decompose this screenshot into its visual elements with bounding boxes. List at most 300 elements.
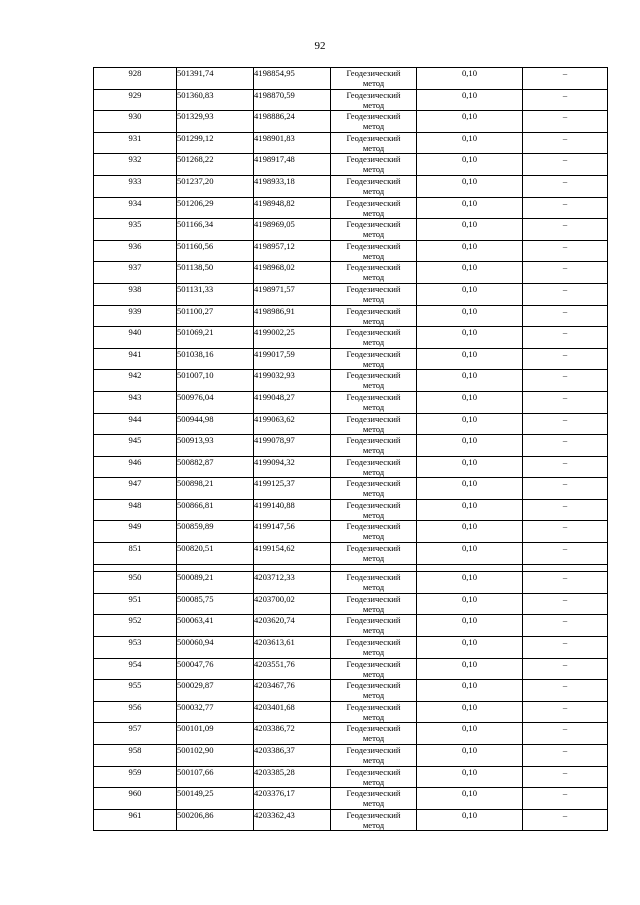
table-row [94, 766, 608, 788]
note-cell: – [523, 262, 608, 284]
accuracy-cell: 0,10 [417, 572, 523, 594]
table-row [94, 435, 608, 457]
method-line2: метод [362, 603, 385, 614]
table-row [94, 348, 608, 370]
method-cell [331, 788, 417, 810]
accuracy-cell: 0,10 [417, 701, 523, 723]
method-cell [331, 593, 417, 615]
y-coordinate-cell: 4198933,18 [254, 175, 331, 197]
method-line2: метод [362, 711, 385, 722]
note-cell: – [523, 809, 608, 831]
point-number-cell: 941 [94, 348, 177, 370]
point-number-cell: 957 [94, 723, 177, 745]
accuracy-cell: 0,10 [417, 809, 523, 831]
table-row [94, 543, 608, 565]
note-cell: – [523, 175, 608, 197]
table-row [94, 456, 608, 478]
method-line2: метод [362, 819, 385, 830]
point-number-cell: 933 [94, 175, 177, 197]
method-line1: Геодезический [346, 499, 401, 510]
y-coordinate-cell: 4198969,05 [254, 219, 331, 241]
x-coordinate-cell: 500206,86 [177, 809, 254, 831]
table-row [94, 572, 608, 594]
point-number-cell: 952 [94, 615, 177, 637]
note-cell: – [523, 413, 608, 435]
accuracy-cell: 0,10 [417, 744, 523, 766]
point-number-cell: 932 [94, 154, 177, 176]
x-coordinate-cell: 500102,90 [177, 744, 254, 766]
note-cell: – [523, 154, 608, 176]
point-number-cell: 943 [94, 391, 177, 413]
note-cell: – [523, 327, 608, 349]
note-cell: – [523, 723, 608, 745]
x-coordinate-cell: 500913,93 [177, 435, 254, 457]
accuracy-cell: 0,10 [417, 499, 523, 521]
method-line2: метод [362, 582, 385, 593]
x-coordinate-cell: 500859,89 [177, 521, 254, 543]
table-row [94, 413, 608, 435]
method-line2: метод [362, 164, 385, 175]
method-line1: Геодезический [346, 283, 401, 294]
separator-row [94, 564, 608, 572]
table-row [94, 744, 608, 766]
table-row [94, 788, 608, 810]
method-line1: Геодезический [346, 391, 401, 402]
method-line1: Геодезический [346, 701, 401, 712]
note-cell: – [523, 456, 608, 478]
point-number-cell: 961 [94, 809, 177, 831]
coordinates-table-body [94, 68, 608, 831]
x-coordinate-cell: 500107,66 [177, 766, 254, 788]
x-coordinate-cell: 500149,25 [177, 788, 254, 810]
method-line2: метод [362, 646, 385, 657]
x-coordinate-cell: 501299,12 [177, 132, 254, 154]
table-row [94, 111, 608, 133]
coordinates-table [93, 67, 608, 831]
note-cell: – [523, 521, 608, 543]
x-coordinate-cell: 500866,81 [177, 499, 254, 521]
accuracy-cell: 0,10 [417, 521, 523, 543]
x-coordinate-cell: 500029,87 [177, 680, 254, 702]
accuracy-cell: 0,10 [417, 788, 523, 810]
y-coordinate-cell: 4198968,02 [254, 262, 331, 284]
method-line2: метод [362, 78, 385, 88]
method-line2: метод [362, 668, 385, 679]
method-line2: метод [362, 553, 385, 564]
note-cell: – [523, 391, 608, 413]
method-line2: метод [362, 690, 385, 701]
method-line2: метод [362, 207, 385, 218]
method-line1: Геодезический [346, 809, 401, 820]
method-line1: Геодезический [346, 68, 401, 78]
method-cell [331, 723, 417, 745]
point-number-cell: 948 [94, 499, 177, 521]
x-coordinate-cell: 500063,41 [177, 615, 254, 637]
method-line1: Геодезический [346, 240, 401, 251]
y-coordinate-cell: 4198957,12 [254, 240, 331, 262]
point-number-cell: 938 [94, 283, 177, 305]
method-cell [331, 391, 417, 413]
method-line1: Геодезический [346, 478, 401, 489]
method-cell [331, 154, 417, 176]
x-coordinate-cell: 500047,76 [177, 658, 254, 680]
note-cell: – [523, 68, 608, 90]
accuracy-cell: 0,10 [417, 593, 523, 615]
method-line1: Геодезический [346, 370, 401, 381]
point-number-cell: 959 [94, 766, 177, 788]
accuracy-cell: 0,10 [417, 391, 523, 413]
method-line1: Геодезический [346, 744, 401, 755]
method-cell [331, 240, 417, 262]
method-cell [331, 413, 417, 435]
accuracy-cell: 0,10 [417, 478, 523, 500]
accuracy-cell: 0,10 [417, 283, 523, 305]
note-cell: – [523, 89, 608, 111]
method-line1: Геодезический [346, 658, 401, 669]
accuracy-cell: 0,10 [417, 327, 523, 349]
method-line1: Геодезический [346, 543, 401, 554]
table-row [94, 658, 608, 680]
y-coordinate-cell: 4198870,59 [254, 89, 331, 111]
method-cell [331, 543, 417, 565]
table-row [94, 370, 608, 392]
table-row [94, 175, 608, 197]
accuracy-cell: 0,10 [417, 766, 523, 788]
table-row [94, 809, 608, 831]
x-coordinate-cell: 501206,29 [177, 197, 254, 219]
method-line1: Геодезический [346, 348, 401, 359]
point-number-cell: 950 [94, 572, 177, 594]
empty-cell [254, 564, 331, 572]
point-number-cell: 929 [94, 89, 177, 111]
method-cell [331, 370, 417, 392]
table-row [94, 499, 608, 521]
method-line2: метод [362, 776, 385, 787]
method-cell [331, 766, 417, 788]
y-coordinate-cell: 4203551,76 [254, 658, 331, 680]
x-coordinate-cell: 501160,56 [177, 240, 254, 262]
method-line1: Геодезический [346, 521, 401, 532]
y-coordinate-cell: 4199032,93 [254, 370, 331, 392]
method-line2: метод [362, 250, 385, 261]
method-line2: метод [362, 229, 385, 240]
y-coordinate-cell: 4203401,68 [254, 701, 331, 723]
point-number-cell: 947 [94, 478, 177, 500]
point-number-cell: 955 [94, 680, 177, 702]
accuracy-cell: 0,10 [417, 658, 523, 680]
x-coordinate-cell: 501038,16 [177, 348, 254, 370]
table-row [94, 305, 608, 327]
y-coordinate-cell: 4199140,88 [254, 499, 331, 521]
point-number-cell: 930 [94, 111, 177, 133]
x-coordinate-cell: 501131,33 [177, 283, 254, 305]
y-coordinate-cell: 4203386,72 [254, 723, 331, 745]
point-number-cell: 949 [94, 521, 177, 543]
method-line1: Геодезический [346, 636, 401, 647]
note-cell: – [523, 788, 608, 810]
accuracy-cell: 0,10 [417, 413, 523, 435]
table-row [94, 521, 608, 543]
method-cell [331, 572, 417, 594]
method-cell [331, 521, 417, 543]
point-number-cell: 956 [94, 701, 177, 723]
point-number-cell: 936 [94, 240, 177, 262]
x-coordinate-cell: 501237,20 [177, 175, 254, 197]
x-coordinate-cell: 500101,09 [177, 723, 254, 745]
accuracy-cell: 0,10 [417, 636, 523, 658]
accuracy-cell: 0,10 [417, 240, 523, 262]
page-number: 92 [314, 40, 326, 52]
method-line1: Геодезический [346, 111, 401, 122]
y-coordinate-cell: 4199048,27 [254, 391, 331, 413]
method-cell [331, 283, 417, 305]
note-cell: – [523, 499, 608, 521]
method-cell [331, 701, 417, 723]
method-cell [331, 197, 417, 219]
note-cell: – [523, 593, 608, 615]
method-line2: метод [362, 509, 385, 520]
method-line2: метод [362, 185, 385, 196]
note-cell: – [523, 543, 608, 565]
accuracy-cell: 0,10 [417, 680, 523, 702]
table-row [94, 478, 608, 500]
y-coordinate-cell: 4199063,62 [254, 413, 331, 435]
y-coordinate-cell: 4198948,82 [254, 197, 331, 219]
accuracy-cell: 0,10 [417, 262, 523, 284]
note-cell: – [523, 132, 608, 154]
method-line1: Геодезический [346, 456, 401, 467]
table-row [94, 615, 608, 637]
empty-cell [417, 564, 523, 572]
method-line2: метод [362, 445, 385, 456]
point-number-cell: 937 [94, 262, 177, 284]
table-row [94, 262, 608, 284]
method-cell [331, 262, 417, 284]
y-coordinate-cell: 4203712,33 [254, 572, 331, 594]
table-row [94, 197, 608, 219]
point-number-cell: 931 [94, 132, 177, 154]
note-cell: – [523, 615, 608, 637]
method-cell [331, 111, 417, 133]
table-row [94, 701, 608, 723]
table-row [94, 219, 608, 241]
x-coordinate-cell: 500882,87 [177, 456, 254, 478]
x-coordinate-cell: 500944,98 [177, 413, 254, 435]
method-line1: Геодезический [346, 154, 401, 165]
table-row [94, 723, 608, 745]
method-line1: Геодезический [346, 680, 401, 691]
point-number-cell: 935 [94, 219, 177, 241]
note-cell: – [523, 766, 608, 788]
x-coordinate-cell: 501391,74 [177, 68, 254, 90]
method-cell [331, 636, 417, 658]
table-row [94, 283, 608, 305]
table-row [94, 154, 608, 176]
method-cell [331, 499, 417, 521]
accuracy-cell: 0,10 [417, 615, 523, 637]
method-cell [331, 327, 417, 349]
accuracy-cell: 0,10 [417, 348, 523, 370]
x-coordinate-cell: 500089,21 [177, 572, 254, 594]
table-row [94, 593, 608, 615]
method-line2: метод [362, 531, 385, 542]
note-cell: – [523, 636, 608, 658]
method-line1: Геодезический [346, 305, 401, 316]
table-row [94, 680, 608, 702]
table-row [94, 327, 608, 349]
accuracy-cell: 0,10 [417, 89, 523, 111]
table-row [94, 240, 608, 262]
empty-cell [523, 564, 608, 572]
method-cell [331, 132, 417, 154]
note-cell: – [523, 370, 608, 392]
method-cell [331, 348, 417, 370]
method-cell [331, 435, 417, 457]
note-cell: – [523, 283, 608, 305]
point-number-cell: 954 [94, 658, 177, 680]
empty-cell [177, 564, 254, 572]
x-coordinate-cell: 500976,04 [177, 391, 254, 413]
y-coordinate-cell: 4203613,61 [254, 636, 331, 658]
y-coordinate-cell: 4203376,17 [254, 788, 331, 810]
method-cell [331, 478, 417, 500]
method-cell [331, 175, 417, 197]
method-line1: Геодезический [346, 132, 401, 143]
method-cell [331, 305, 417, 327]
accuracy-cell: 0,10 [417, 68, 523, 90]
method-line2: метод [362, 380, 385, 391]
y-coordinate-cell: 4203362,43 [254, 809, 331, 831]
y-coordinate-cell: 4198854,95 [254, 68, 331, 90]
method-line2: метод [362, 401, 385, 412]
note-cell: – [523, 219, 608, 241]
method-line1: Геодезический [346, 327, 401, 338]
method-line1: Геодезический [346, 766, 401, 777]
note-cell: – [523, 111, 608, 133]
table-row [94, 636, 608, 658]
accuracy-cell: 0,10 [417, 723, 523, 745]
table-row [94, 68, 608, 90]
accuracy-cell: 0,10 [417, 370, 523, 392]
accuracy-cell: 0,10 [417, 197, 523, 219]
method-line2: метод [362, 142, 385, 153]
accuracy-cell: 0,10 [417, 435, 523, 457]
point-number-cell: 953 [94, 636, 177, 658]
y-coordinate-cell: 4203467,76 [254, 680, 331, 702]
point-number-cell: 928 [94, 68, 177, 90]
y-coordinate-cell: 4198986,91 [254, 305, 331, 327]
x-coordinate-cell: 500060,94 [177, 636, 254, 658]
x-coordinate-cell: 501329,93 [177, 111, 254, 133]
note-cell: – [523, 478, 608, 500]
y-coordinate-cell: 4198917,48 [254, 154, 331, 176]
x-coordinate-cell: 501166,34 [177, 219, 254, 241]
method-cell [331, 68, 417, 90]
y-coordinate-cell: 4199147,56 [254, 521, 331, 543]
accuracy-cell: 0,10 [417, 154, 523, 176]
method-line1: Геодезический [346, 262, 401, 273]
point-number-cell: 951 [94, 593, 177, 615]
point-number-cell: 958 [94, 744, 177, 766]
note-cell: – [523, 305, 608, 327]
method-line1: Геодезический [346, 435, 401, 446]
y-coordinate-cell: 4199078,97 [254, 435, 331, 457]
point-number-cell: 940 [94, 327, 177, 349]
point-number-cell: 945 [94, 435, 177, 457]
method-line2: метод [362, 625, 385, 636]
note-cell: – [523, 197, 608, 219]
x-coordinate-cell: 501138,50 [177, 262, 254, 284]
y-coordinate-cell: 4203386,37 [254, 744, 331, 766]
y-coordinate-cell: 4199154,62 [254, 543, 331, 565]
y-coordinate-cell: 4199094,32 [254, 456, 331, 478]
accuracy-cell: 0,10 [417, 543, 523, 565]
note-cell: – [523, 435, 608, 457]
table-row [94, 391, 608, 413]
y-coordinate-cell: 4203385,28 [254, 766, 331, 788]
x-coordinate-cell: 500032,77 [177, 701, 254, 723]
note-cell: – [523, 680, 608, 702]
method-line1: Геодезический [346, 593, 401, 604]
method-cell [331, 658, 417, 680]
x-coordinate-cell: 500820,51 [177, 543, 254, 565]
y-coordinate-cell: 4203620,74 [254, 615, 331, 637]
method-line2: метод [362, 488, 385, 499]
accuracy-cell: 0,10 [417, 175, 523, 197]
point-number-cell: 939 [94, 305, 177, 327]
y-coordinate-cell: 4198886,24 [254, 111, 331, 133]
method-line2: метод [362, 272, 385, 283]
method-line1: Геодезический [346, 615, 401, 626]
method-line2: метод [362, 466, 385, 477]
method-cell [331, 680, 417, 702]
empty-cell [94, 564, 177, 572]
accuracy-cell: 0,10 [417, 111, 523, 133]
x-coordinate-cell: 500085,75 [177, 593, 254, 615]
y-coordinate-cell: 4199125,37 [254, 478, 331, 500]
method-line1: Геодезический [346, 197, 401, 208]
x-coordinate-cell: 501268,22 [177, 154, 254, 176]
x-coordinate-cell: 500898,21 [177, 478, 254, 500]
method-line2: метод [362, 315, 385, 326]
method-line1: Геодезический [346, 572, 401, 583]
method-cell [331, 456, 417, 478]
method-line1: Геодезический [346, 219, 401, 230]
point-number-cell: 946 [94, 456, 177, 478]
y-coordinate-cell: 4199002,25 [254, 327, 331, 349]
method-line2: метод [362, 337, 385, 348]
method-line1: Геодезический [346, 788, 401, 799]
method-line2: метод [362, 121, 385, 132]
method-cell [331, 219, 417, 241]
method-line2: метод [362, 99, 385, 110]
y-coordinate-cell: 4203700,02 [254, 593, 331, 615]
accuracy-cell: 0,10 [417, 132, 523, 154]
method-line1: Геодезический [346, 89, 401, 100]
method-line1: Геодезический [346, 723, 401, 734]
y-coordinate-cell: 4198901,83 [254, 132, 331, 154]
accuracy-cell: 0,10 [417, 456, 523, 478]
method-line2: метод [362, 733, 385, 744]
table-row [94, 89, 608, 111]
method-line2: метод [362, 293, 385, 304]
note-cell: – [523, 572, 608, 594]
method-line1: Геодезический [346, 175, 401, 186]
method-line1: Геодезический [346, 413, 401, 424]
method-cell [331, 809, 417, 831]
note-cell: – [523, 701, 608, 723]
empty-cell [331, 564, 417, 572]
